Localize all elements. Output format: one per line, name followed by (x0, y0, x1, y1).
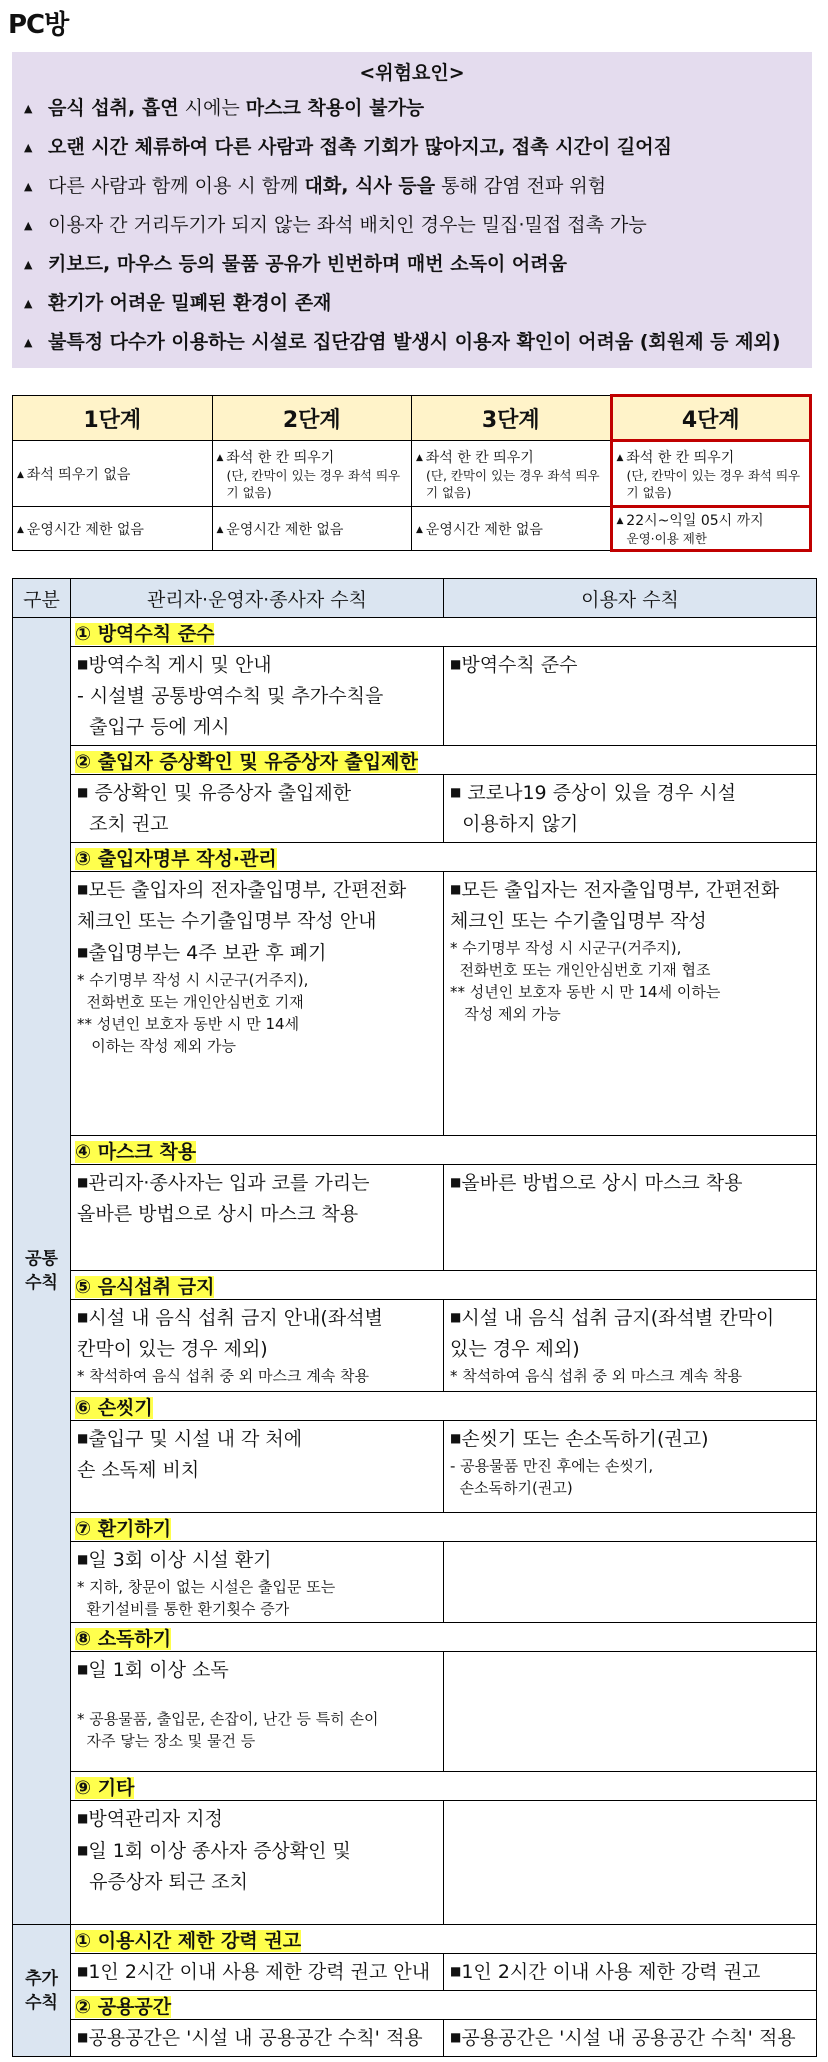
risk-text: 통해 감염 전파 위험 (435, 175, 607, 197)
risk-text: 키보드, 마우스 등의 물품 공유가 빈번하며 매번 소독이 어려움 (48, 253, 567, 275)
user-rule-cell (444, 1652, 817, 1772)
rule-line (77, 809, 437, 840)
risk-text: 오랜 시간 체류하여 다른 사람과 접촉 기회가 많아지고, 접촉 시간이 길어짐 (48, 136, 672, 158)
user-rule-cell (444, 647, 817, 746)
square-bullet-icon: ■ (77, 1431, 89, 1445)
stage-table (12, 394, 812, 552)
manager-rule-cell (71, 1801, 444, 1925)
rule-text: 방역수칙 준수 (461, 654, 578, 676)
rule-line (77, 1334, 437, 1365)
rule-line (77, 906, 437, 937)
rule-text: 관리자·종사자는 입과 코를 가리는 (88, 1172, 370, 1194)
rule-text: 체크인 또는 수기출입명부 작성 안내 (77, 910, 377, 932)
rule-text: 출입명부는 4주 보관 후 폐기 (88, 942, 327, 964)
col-manager: 관리자·운영자·종사자 수칙 (71, 579, 444, 618)
risk-text: 환기가 어려운 밀폐된 환경이 존재 (48, 292, 332, 314)
rule-text: 방역관리자 지정 (88, 1808, 223, 1830)
rule-note: 전화번호 또는 개인안심번호 기재 협조 (450, 961, 711, 979)
section-title (71, 843, 817, 872)
triangle-icon: ▲ (616, 452, 627, 463)
col-user: 이용자 수칙 (444, 579, 817, 618)
section-label: ② 출입자 증상확인 및 유증상자 출입제한 (75, 750, 418, 773)
rule-note: * 지하, 창문이 없는 시설은 출입문 또는 (77, 1578, 336, 1596)
common-rules-label: 공통 수칙 (13, 618, 71, 1925)
section-label: ① 방역수칙 준수 (75, 622, 215, 645)
square-bullet-icon: ■ (77, 1811, 89, 1825)
section-title (71, 1271, 817, 1300)
rule-line (77, 937, 437, 969)
triangle-icon: ▲ (216, 524, 227, 535)
rule-text: 유증상자 퇴근 조치 (77, 1871, 248, 1893)
square-bullet-icon: ■ (450, 1175, 462, 1189)
section-label: ③ 출입자명부 작성·관리 (75, 847, 277, 870)
user-rule-cell (444, 1542, 817, 1623)
user-rule-cell (444, 1954, 817, 1991)
triangle-icon: ▲ (616, 516, 627, 526)
risk-item (24, 135, 672, 160)
user-rule-cell (444, 2020, 817, 2057)
rule-line (77, 1199, 437, 1230)
rule-text: 있는 경우 제외) (450, 1338, 580, 1360)
section-title (71, 1623, 817, 1652)
rule-line (77, 1302, 437, 1334)
rule-line (77, 1167, 437, 1199)
triangle-icon: ▲ (24, 180, 33, 193)
rule-line (450, 809, 810, 840)
rule-line (77, 1803, 437, 1835)
rule-note: * 착석하여 음식 섭취 중 외 마스크 계속 착용 (77, 1367, 369, 1385)
stage-header: 2단계 (212, 396, 412, 441)
rule-line (77, 1423, 437, 1455)
rule-line (450, 906, 810, 937)
rule-line (450, 874, 810, 906)
rule-line (77, 874, 437, 906)
stage-cell (412, 507, 612, 551)
square-bullet-icon: ■ (450, 657, 462, 671)
risk-item (24, 252, 567, 277)
risk-item (24, 213, 647, 238)
section-label: ⑦ 환기하기 (75, 1517, 172, 1540)
rule-text: 올바른 방법으로 상시 마스크 착용 (461, 1172, 743, 1194)
risk-text-bold: 마스크 착용이 불가능 (245, 97, 425, 119)
rule-text: 시설 내 음식 섭취 금지(좌석별 칸막이 (461, 1307, 775, 1329)
stage-note: 운영·이용 제한 (626, 531, 707, 546)
rule-line (450, 1167, 810, 1199)
rule-line (450, 1334, 810, 1365)
stage-note: (단, 칸막이 있는 경우 좌석 띄우기 없음) (226, 467, 401, 500)
square-bullet-icon: ■ (450, 882, 462, 896)
user-rule-cell (444, 1421, 817, 1513)
rule-text: 이용하지 않기 (450, 813, 579, 835)
section-label: ⑨ 기타 (75, 1776, 135, 1799)
rule-text: 손씻기 또는 손소독하기(권고) (461, 1428, 709, 1450)
rule-text: 공용공간은 '시설 내 공용공간 수칙' 적용 (461, 2027, 796, 2049)
rule-text: 일 3회 이상 시설 환기 (88, 1549, 272, 1571)
square-bullet-icon: ■ (77, 1843, 89, 1857)
stage-header: 4단계 (611, 396, 811, 441)
rule-text: 시설 내 음식 섭취 금지 안내(좌석별 (88, 1307, 383, 1329)
col-gubun: 구분 (13, 579, 71, 618)
rule-text: 코로나19 증상이 있을 경우 시설 (461, 782, 736, 804)
manager-rule-cell (71, 1652, 444, 1772)
square-bullet-icon: ■ (77, 1175, 89, 1189)
rule-text: 모든 출입자의 전자출입명부, 간편전화 (88, 879, 407, 901)
stage-value: 좌석 한 칸 띄우기 (226, 449, 335, 466)
section-title (71, 1513, 817, 1542)
user-rule-cell (444, 872, 817, 1136)
rule-note: ** 성년인 보호자 동반 시 만 14세 이하는 (450, 983, 721, 1001)
square-bullet-icon: ■ (77, 785, 89, 799)
rule-text: 손 소독제 비치 (77, 1459, 200, 1481)
rule-text: 증상확인 및 유증상자 출입제한 (88, 782, 352, 804)
section-title (71, 1772, 817, 1801)
rule-note: * 공용물품, 출입문, 손잡이, 난간 등 특히 손이 (77, 1710, 379, 1728)
risk-item (24, 174, 606, 199)
manager-rule-cell (71, 1165, 444, 1271)
stage-value: 운영시간 제한 없음 (26, 521, 144, 538)
triangle-icon: ▲ (416, 524, 426, 535)
rule-text: 1인 2시간 이내 사용 제한 강력 권고 (461, 1961, 761, 1983)
section-title (71, 746, 817, 775)
stage-header: 3단계 (412, 396, 612, 441)
rule-text: 일 1회 이상 소독 (88, 1659, 229, 1681)
square-bullet-icon: ■ (450, 785, 462, 799)
rule-note: * 수기명부 작성 시 시군구(거주지), (450, 939, 682, 957)
square-bullet-icon: ■ (77, 2030, 89, 2044)
section-label: ⑤ 음식섭취 금지 (75, 1275, 215, 1298)
rule-line (77, 1867, 437, 1898)
rule-note: * 착석하여 음식 섭취 중 외 마스크 계속 착용 (450, 1367, 742, 1385)
square-bullet-icon: ■ (77, 1964, 89, 1978)
extra-rules-label: 추가 수칙 (13, 1925, 71, 2057)
risk-text: 다른 사람과 함께 이용 시 함께 (48, 175, 305, 197)
manager-rule-cell (71, 775, 444, 843)
rule-note: - 공용물품 만진 후에는 손씻기, (450, 1457, 654, 1475)
stage-value: 좌석 띄우기 없음 (26, 466, 131, 483)
triangle-icon: ▲ (17, 524, 27, 535)
triangle-icon: ▲ (24, 102, 33, 115)
triangle-icon: ▲ (17, 469, 27, 480)
rule-text: 방역수칙 게시 및 안내 (88, 654, 272, 676)
rule-text: 1인 2시간 이내 사용 제한 강력 권고 안내 (88, 1961, 431, 1983)
rule-line (450, 777, 810, 809)
stage-cell (212, 441, 412, 507)
square-bullet-icon: ■ (77, 945, 89, 959)
stage-value: 22시~익일 05시 까지 (626, 513, 764, 529)
stage-note: (단, 칸막이 있는 경우 좌석 띄우기 없음) (426, 467, 600, 500)
triangle-icon: ▲ (24, 297, 33, 310)
manager-rule-cell (71, 1542, 444, 1623)
user-rule-cell (444, 1300, 817, 1392)
section-title (71, 1136, 817, 1165)
rule-text: 출입구 및 시설 내 각 처에 (88, 1428, 303, 1450)
rule-note: 손소독하기(권고) (450, 1479, 573, 1497)
manager-rule-cell (71, 647, 444, 746)
rule-note: 작성 제외 가능 (450, 1005, 561, 1023)
rule-text: 조치 권고 (77, 813, 169, 835)
triangle-icon: ▲ (416, 452, 426, 463)
rule-note (77, 1686, 437, 1708)
risk-item (24, 291, 331, 316)
stage-value: 운영시간 제한 없음 (425, 521, 543, 538)
square-bullet-icon: ■ (77, 882, 89, 896)
stage-value: 좌석 한 칸 띄우기 (626, 449, 735, 466)
rule-line (77, 649, 437, 681)
stage-cell (13, 507, 213, 551)
rule-text: - 시설별 공통방역수칙 및 추가수칙을 (77, 685, 384, 707)
section-title (71, 1392, 817, 1421)
section-label: ④ 마스크 착용 (75, 1140, 197, 1163)
rule-text: 체크인 또는 수기출입명부 작성 (450, 910, 707, 932)
rule-text: 칸막이 있는 경우 제외) (77, 1338, 268, 1360)
section-label: ② 공용공간 (75, 1995, 172, 2018)
rule-line (77, 777, 437, 809)
rule-line (77, 681, 437, 712)
section-label: ⑥ 손씻기 (75, 1396, 153, 1419)
manager-rule-cell (71, 2020, 444, 2057)
stage-cell (13, 441, 213, 507)
user-rule-cell (444, 1165, 817, 1271)
manager-rule-cell (71, 1954, 444, 1991)
section-label: ⑧ 소독하기 (75, 1627, 172, 1650)
square-bullet-icon: ■ (77, 1662, 89, 1676)
rule-note: * 수기명부 작성 시 시군구(거주지), (77, 971, 309, 989)
square-bullet-icon: ■ (450, 1964, 462, 1978)
risk-factors-box (12, 52, 812, 368)
rule-line (77, 1956, 437, 1988)
rule-line (450, 1423, 810, 1455)
rule-text: 출입구 등에 게시 (77, 716, 230, 738)
manager-rule-cell (71, 1421, 444, 1513)
risk-item (24, 330, 781, 355)
manager-rule-cell (71, 872, 444, 1136)
rule-text: 공용공간은 '시설 내 공용공간 수칙' 적용 (88, 2027, 423, 2049)
stage-cell (212, 507, 412, 551)
triangle-icon: ▲ (24, 141, 33, 154)
page-title: PC방 (8, 10, 69, 40)
rule-line (77, 1835, 437, 1867)
section-title (71, 1991, 817, 2020)
square-bullet-icon: ■ (450, 1431, 462, 1445)
section-label: ① 이용시간 제한 강력 권고 (75, 1929, 302, 1952)
rules-table (12, 578, 817, 2057)
rule-line (450, 2022, 810, 2054)
user-rule-cell (444, 775, 817, 843)
risk-heading: <위험요인> (359, 62, 465, 84)
rule-line (450, 649, 810, 681)
risk-text-bold: 음식 섭취, 흡연 (48, 97, 179, 119)
rule-note: 전화번호 또는 개인안심번호 기재 (77, 993, 304, 1011)
rule-line (77, 1654, 437, 1686)
triangle-icon: ▲ (24, 219, 33, 232)
manager-rule-cell (71, 1300, 444, 1392)
risk-text: 불특정 다수가 이용하는 시설로 집단감염 발생시 이용자 확인이 어려움 (회원제 등 제외) (48, 331, 781, 353)
rule-text: 일 1회 이상 종사자 증상확인 및 (88, 1840, 351, 1862)
risk-text: 이용자 간 거리두기가 되지 않는 좌석 배치인 경우는 밀집·밀접 접촉 가능 (48, 214, 647, 236)
rule-note: 자주 닿는 장소 및 물건 등 (77, 1732, 256, 1750)
section-title (71, 1925, 817, 1954)
triangle-icon: ▲ (24, 336, 33, 349)
stage-value: 좌석 한 칸 띄우기 (425, 449, 534, 466)
rule-text: 모든 출입자는 전자출입명부, 간편전화 (461, 879, 780, 901)
section-title (71, 618, 817, 647)
rule-note: 이하는 작성 제외 가능 (77, 1037, 237, 1055)
stage-header: 1단계 (13, 396, 213, 441)
square-bullet-icon: ■ (450, 2030, 462, 2044)
square-bullet-icon: ■ (450, 1310, 462, 1324)
rule-line (77, 1544, 437, 1576)
rule-line (450, 1956, 810, 1988)
square-bullet-icon: ■ (77, 1310, 89, 1324)
rule-line (77, 1455, 437, 1486)
stage-cell (412, 441, 612, 507)
stage-cell (611, 441, 811, 507)
triangle-icon: ▲ (216, 452, 227, 463)
stage-value: 운영시간 제한 없음 (226, 521, 344, 538)
risk-text-bold: 대화, 식사 등을 (304, 175, 436, 197)
risk-text: 시에는 (178, 97, 246, 119)
rule-note: ** 성년인 보호자 동반 시 만 14세 (77, 1015, 300, 1033)
stage-cell (611, 507, 811, 551)
user-rule-cell (444, 1801, 817, 1925)
rule-line (77, 2022, 437, 2054)
square-bullet-icon: ■ (77, 1552, 89, 1566)
square-bullet-icon: ■ (77, 657, 89, 671)
rule-note: 환기설비를 통한 환기횟수 증가 (77, 1600, 290, 1618)
stage-note: (단, 칸막이 있는 경우 좌석 띄우기 없음) (626, 467, 801, 500)
rule-line (77, 712, 437, 743)
triangle-icon: ▲ (24, 258, 33, 271)
rule-text: 올바른 방법으로 상시 마스크 착용 (77, 1203, 359, 1225)
risk-item (24, 96, 424, 121)
rule-line (450, 1302, 810, 1334)
